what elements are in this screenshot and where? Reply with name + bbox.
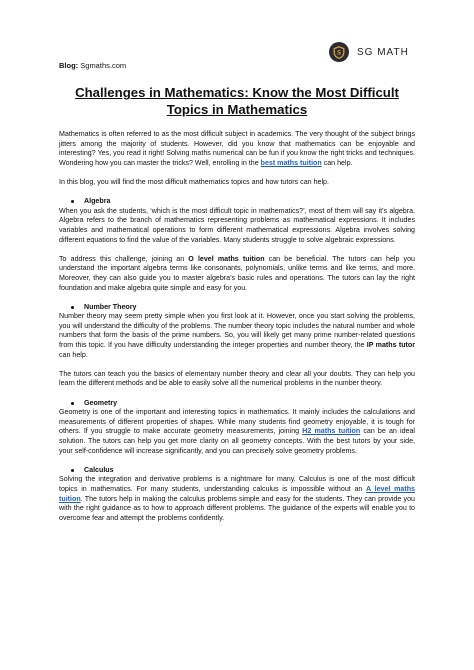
h2-maths-tuition-link[interactable]: H2 maths tuition [302,427,361,436]
intro-end: can help. [321,158,353,167]
sg-math-logo [329,41,409,63]
a-level-maths-tuition-link[interactable]: A level maths tuition [59,484,415,503]
article-body [59,130,415,523]
calc-p1-start: Solving the integration and derivative problems is a nightmare for many. Calculus is one of the most difficult topics in mathematics. For many students, understanding calculus is impossible without an [59,475,415,493]
page-title [40,84,434,118]
bullet-icon [71,402,74,405]
algebra-heading [59,197,415,207]
title-line-2: Topics in Mathematics [166,102,308,117]
calculus-heading-text: Calculus [84,465,114,474]
title-line-1: Challenges in Mathematics: Know the Most Difficult [75,85,399,100]
calc-p1-end: . The tutors help in making the calculus problems simple and easy for the students. They can provide you with the right guidance as to how to approach different problems. The guidance of the experts will enable you to overcome fear and attempt the problems confidently. [59,494,415,522]
geo-p1-start: Geometry is one of the important and interesting topics in mathematics. It mainly includes the calculations and measurements of different properties of shapes. While many students find geometry enjoyable, it is tough for others. If you struggle to make accurate geometry measurements, joining [59,408,415,436]
algebra-p2-start: To address this challenge, joining an [59,254,189,263]
geometry-paragraph-1 [59,408,415,456]
bullet-icon [71,469,74,472]
number-theory-paragraph-1 [59,312,415,360]
intro-paragraph-2: In this blog, you will find the most difficult mathematics topics and how tutors can help. [59,177,329,186]
logo-text: SG MATH [357,46,409,58]
algebra-paragraph-2 [59,255,415,293]
number-theory-paragraph-2: The tutors can teach you the basics of elementary number theory and clear all your doubts. They can help you learn the different methods and be able to easily solve all the numerical problems in the number theory. [59,369,415,388]
nt-p1-end: can help. [59,350,88,359]
geometry-heading-text: Geometry [84,398,118,407]
algebra-p2-end: can be beneficial. The tutors can help you understand the important algebra terms like consonants, polynomials, unlike terms and like terms, and more. Moreover, they can also guide you to master algebra’s basic rules and operations. The tutors can lay the right foundation and make algebra quite simple and easy for you. [59,254,415,292]
ip-maths-tutor: IP maths tutor [366,341,415,350]
algebra-paragraph-1: When you ask the students, ‘which is the most difficult topic in mathematics?’, most of them will say it’s algebra. Algebra refers to the branch of mathematics representing problems as mathematical expressions. It includes variables and mathematical operations to form different mathematical expressions. Algebra involves solving different equations to find the value of the variables. Many students struggle to solve algebraic expressions. [59,206,415,244]
svg-text:S: S [336,50,342,57]
bullet-icon [71,200,74,203]
best-maths-tuition-link[interactable]: best maths tuition [260,158,322,167]
geo-p1-end: can be an ideal solution. The tutors can help you get more clarity on all geometry concepts. With the best tutors by your side, your self-confidence will increase significantly, and you can precisely solve geometry problems. [59,427,415,455]
geometry-heading [59,399,415,409]
shield-icon [329,42,349,62]
intro-text: Mathematics is often referred to as the most difficult subject in academics. The very thought of the subject brings jitters among the majority of students. However, did you know that mathematics can be enjoyable and interesting? Yes, you read it right! Solving maths numerical can be fun if you know the right tricks and techniques. Wondering how you can master the tricks? Well, enrolling in the [59,130,415,167]
calculus-heading [59,466,415,476]
blog-site: Sgmaths.com [80,61,127,70]
bullet-icon [71,306,74,309]
o-level-maths-tuition: O level maths tuition [188,254,265,263]
blog-label: Blog: [59,61,79,70]
blog-source [59,61,126,70]
nt-p1-start: Number theory may seem pretty simple when you first look at it. However, once you start solving the problems, you will understand the difficulty of the problems. The number theory topic includes the natural number and whole numbers that form the basis of the prime numbers. So, you will likely get many prime number-related questions from this topic. If you have difficulty understanding the integer properties and number theory, the [59,312,415,350]
number-theory-heading-text: Number Theory [84,302,137,311]
algebra-heading-text: Algebra [84,197,111,206]
calculus-paragraph-1 [59,475,415,523]
number-theory-heading [59,303,415,313]
intro-paragraph [59,130,415,168]
